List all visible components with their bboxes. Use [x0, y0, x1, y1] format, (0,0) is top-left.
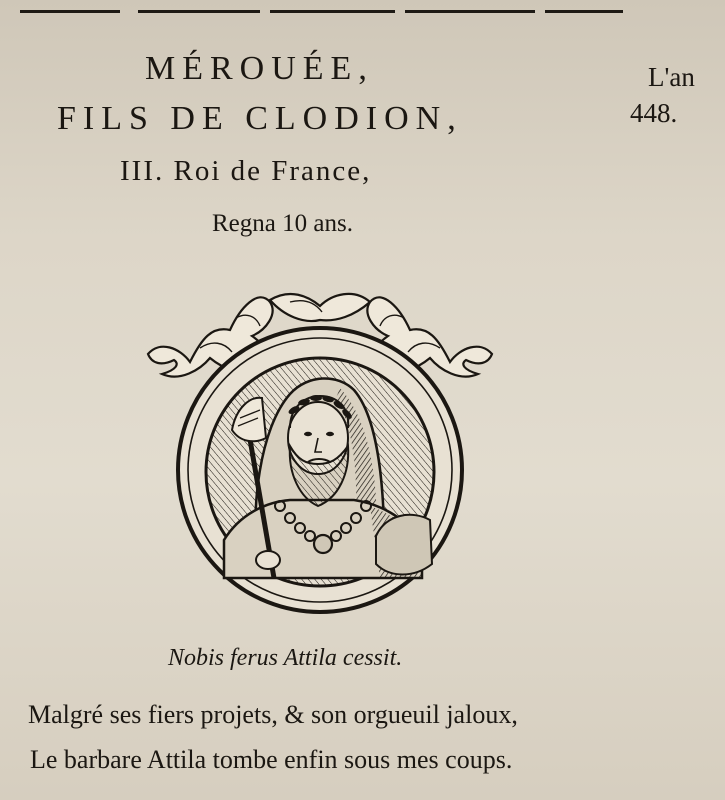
top-rule	[138, 10, 260, 13]
margin-year-value: 448.	[630, 98, 678, 128]
page-title: MÉROUÉE,	[145, 50, 374, 87]
page-subtitle: FILS DE CLODION,	[57, 100, 463, 137]
latin-motto: Nobis ferus Attila cessit.	[168, 645, 403, 671]
top-rule	[270, 10, 395, 13]
reign-length: Regna 10 ans.	[212, 210, 353, 237]
king-rank: III. Roi de France,	[120, 155, 372, 187]
king-portrait-medallion-icon	[140, 278, 500, 627]
verse-line: Malgré ses fiers projets, & son orgueuil jaloux,	[28, 700, 518, 729]
margin-year-label: L'an	[648, 62, 695, 92]
top-rule	[20, 10, 120, 13]
verse-line: Le barbare Attila tombe enfin sous mes coups.	[30, 745, 513, 774]
top-rule	[545, 10, 623, 13]
top-rule	[405, 10, 535, 13]
